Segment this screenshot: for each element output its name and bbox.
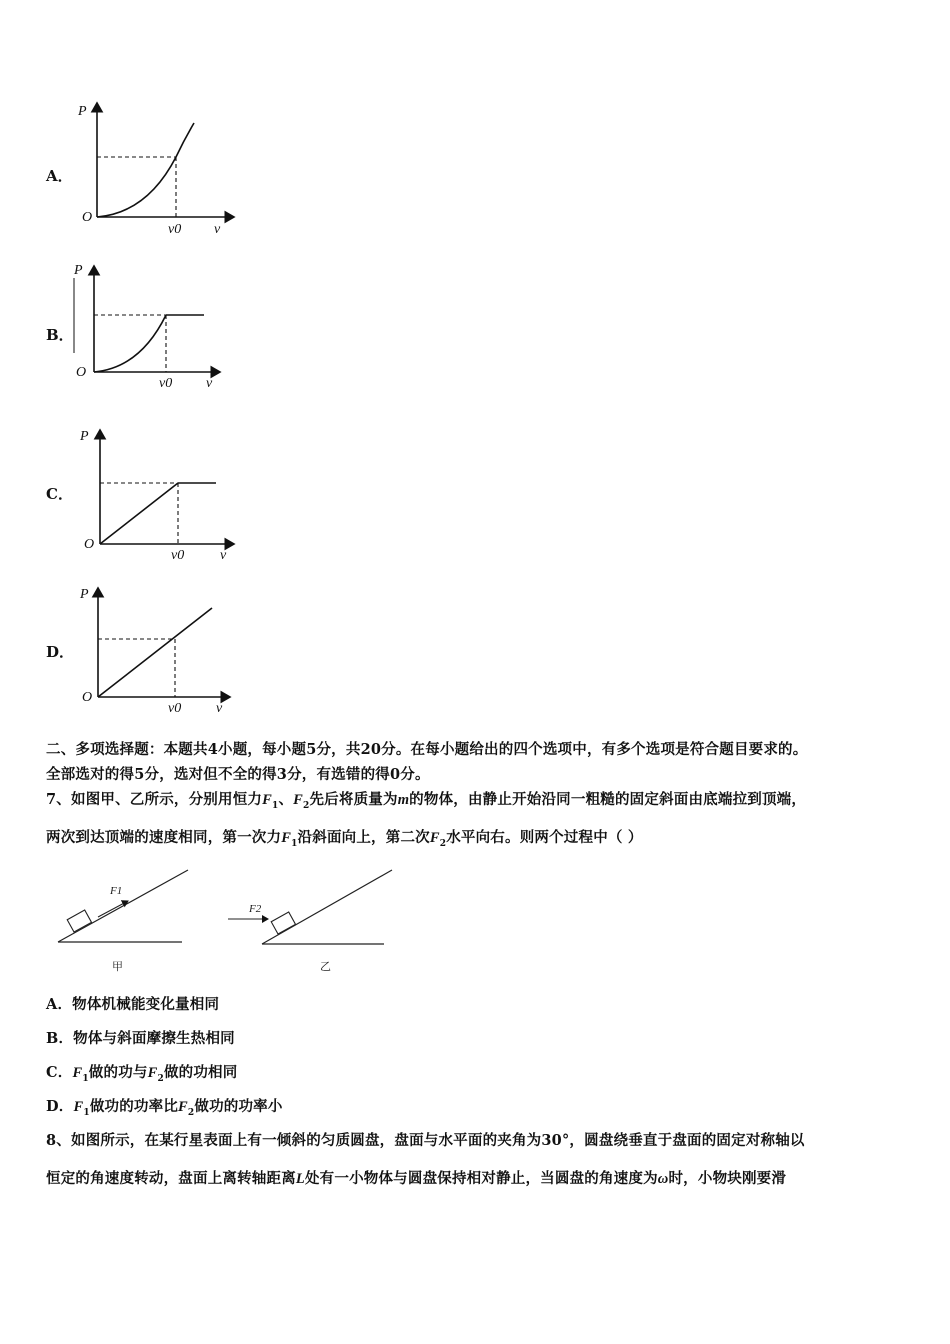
subscript: 2 <box>187 1107 195 1118</box>
subscript: 1 <box>82 1073 89 1084</box>
length-symbol: L <box>295 1171 305 1187</box>
graph-c <box>74 422 244 562</box>
omega-symbol: ω <box>657 1171 669 1187</box>
graph-d <box>72 582 242 717</box>
force-symbol: F <box>178 1099 188 1115</box>
q7-text: 的物体，由静止开始沿同一粗糙的固定斜面由底端拉到顶端， <box>409 791 807 808</box>
q8-text: 恒定的角速度转动，盘面上离转轴距离 <box>46 1170 296 1187</box>
force-symbol: F <box>293 792 304 808</box>
caption-yi: 乙 <box>320 961 331 973</box>
force-symbol: F <box>147 1065 158 1081</box>
origin-label: O <box>76 365 87 380</box>
axis-y-label: P <box>78 104 87 119</box>
q7-option-b: B．物体与斜面摩擦生热相同 <box>46 1030 235 1047</box>
q7-text: 、 <box>278 791 294 808</box>
option-text: 做功的功率比 <box>89 1098 179 1115</box>
axis-y-label: P <box>74 263 83 278</box>
force-label-f2: F2 <box>249 903 262 915</box>
graph-b <box>70 258 240 393</box>
option-letter: D． <box>46 1098 74 1115</box>
subscript: 2 <box>303 800 310 811</box>
option-letter: C． <box>46 1064 73 1081</box>
subscript: 2 <box>439 838 447 849</box>
option-d-label: D． <box>46 643 75 661</box>
tick-v0-label: v0 <box>168 701 182 716</box>
origin-label: O <box>84 537 95 552</box>
force-symbol: F <box>262 792 272 808</box>
option-b-label: B． <box>46 326 74 344</box>
q8-text: 处有一小物体与圆盘保持相对静止，当圆盘的角速度为 <box>304 1170 658 1187</box>
section2-line2: 全部选对的得5分，选对但不全的得3分，有选错的得0分。 <box>46 766 430 783</box>
axis-x-label: v <box>216 701 223 716</box>
incline-figures <box>50 862 400 977</box>
option-c-label: C． <box>46 485 73 503</box>
q7-text: 7、如图甲、乙所示，分别用恒力 <box>46 791 263 808</box>
option-text: 做功的功率小 <box>194 1098 283 1115</box>
subscript: 2 <box>157 1073 164 1084</box>
axis-y-label: P <box>80 587 89 602</box>
q7-text: 水平向右。则两个过程中（ ） <box>446 829 643 846</box>
force-symbol: F <box>281 830 292 846</box>
axis-x-label: v <box>214 222 221 235</box>
q7-line2 <box>46 826 643 849</box>
force-symbol: F <box>72 1065 83 1081</box>
q7-option-a: A．物体机械能变化量相同 <box>46 996 220 1013</box>
tick-v0-label: v0 <box>171 548 185 562</box>
force-symbol: F <box>73 1099 84 1115</box>
q8-line1: 8、如图所示，在某行星表面上有一倾斜的匀质圆盘，盘面与水平面的夹角为30°，圆盘绕垂直于盘面的固定对称轴以 <box>46 1132 805 1149</box>
force-label-f1: F1 <box>110 885 123 897</box>
option-a-label: A． <box>46 167 73 185</box>
axis-x-label: v <box>220 548 227 562</box>
q7-option-d <box>46 1095 283 1118</box>
subscript: 1 <box>271 800 279 811</box>
q7-text: 两次到达顶端的速度相同，第一次力 <box>46 829 282 846</box>
axis-y-label: P <box>80 429 89 444</box>
subscript: 1 <box>83 1107 90 1118</box>
tick-v0-label: v0 <box>168 222 182 235</box>
origin-label: O <box>82 690 93 705</box>
section2-line1: 二、多项选择题：本题共4小题，每小题5分，共20分。在每小题给出的四个选项中，有多个选项是符合题目要求的。 <box>46 741 808 758</box>
force-symbol: F <box>429 830 440 846</box>
q7-text: 沿斜面向上，第二次 <box>297 829 430 846</box>
q7-text: 先后将质量为 <box>309 791 398 808</box>
subscript: 1 <box>291 838 298 849</box>
caption-jia: 甲 <box>112 961 123 973</box>
q8-line2 <box>46 1167 786 1188</box>
option-text: 做的功与 <box>88 1064 148 1081</box>
tick-v0-label: v0 <box>159 376 173 391</box>
origin-label: O <box>82 210 93 225</box>
q8-text: 时，小物块刚要滑 <box>668 1170 787 1187</box>
q7-option-c <box>46 1061 237 1084</box>
graph-a <box>72 95 242 235</box>
axis-x-label: v <box>206 376 213 391</box>
mass-symbol: m <box>397 792 410 808</box>
q7-line1 <box>46 788 806 811</box>
option-text: 做的功相同 <box>163 1064 238 1081</box>
